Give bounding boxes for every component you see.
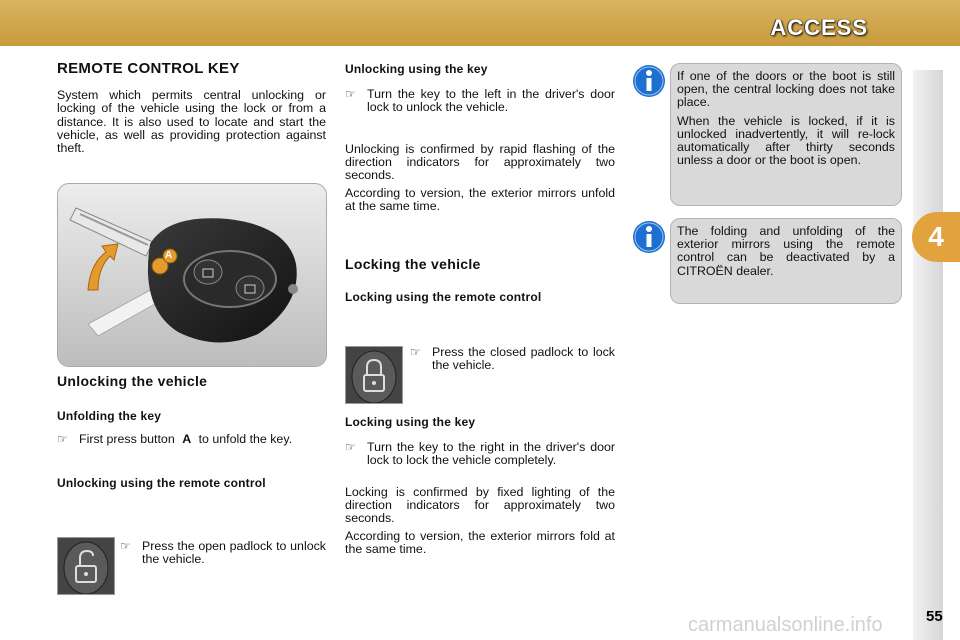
closed-padlock-icon — [345, 346, 403, 404]
chapter-tab[interactable]: 4 — [912, 212, 960, 262]
intro-text: System which permits central unlocking or locking of the vehicle using the lock or from a distance. It is also used to locate and start the vehicle, as well as providing protection against theft. — [57, 88, 326, 156]
key-unlock-heading: Unlocking using the key — [345, 62, 488, 76]
pointing-hand-icon: ☞ — [345, 87, 356, 102]
remote-key-illustration — [58, 184, 326, 366]
lock-confirm-text: Locking is confirmed by fixed lighting of the direction indicators for approximately two seconds. — [345, 484, 615, 526]
locking-heading: Locking the vehicle — [345, 255, 481, 272]
section-title: REMOTE CONTROL KEY — [57, 60, 240, 77]
info-box-central-locking — [670, 63, 902, 206]
pointing-hand-icon: ☞ — [120, 539, 131, 553]
button-a-label: A — [165, 250, 173, 261]
pointing-hand-icon: ☞ — [57, 432, 68, 447]
remote-unlock-instruction: ☞ Press the open padlock to unlock the vehicle. — [120, 539, 326, 567]
info-icon — [632, 64, 666, 98]
info-icon — [632, 220, 666, 254]
header-title: ACCESS — [770, 15, 868, 40]
unlocking-section — [57, 375, 326, 490]
unlocking-heading: Unlocking the vehicle — [57, 373, 208, 389]
mirrors-fold-text: According to version, the exterior mirrors fold at the same time. — [345, 529, 615, 557]
info-central-locking-text: If one of the doors or the boot is still open, the central locking does not take place. — [677, 69, 895, 110]
key-unlock-instruction: ☞ Turn the key to the left in the driver's door lock to unlock the vehicle. — [345, 87, 615, 115]
side-strip — [913, 70, 943, 640]
info-mirrors-text: The folding and unfolding of the exterior mirrors using the remote control can be deactivated by a CITROËN dealer. — [677, 224, 895, 278]
mirrors-unfold-text: According to version, the exterior mirrors unfold at the same time. — [345, 186, 615, 214]
unfold-instruction: ☞ First press button A to unfold the key. — [57, 432, 293, 447]
info-box-mirrors — [670, 218, 902, 304]
key-lock-section — [345, 416, 615, 557]
pointing-hand-icon: ☞ — [345, 440, 356, 455]
page-number: 55 — [926, 608, 943, 625]
open-padlock-icon — [57, 537, 115, 595]
remote-lock-instruction: ☞ Press the closed padlock to lock the vehicle. — [410, 345, 615, 373]
button-a-ref: A — [182, 432, 192, 447]
pointing-hand-icon: ☞ — [410, 345, 421, 359]
left-column — [57, 62, 326, 155]
info-relock-text: When the vehicle is locked, if it is unlocked inadvertently, it will re-lock automatically after thirty seconds unless a door or the boot is open. — [677, 113, 895, 168]
watermark: carmanualsonline.info — [688, 614, 883, 636]
key-lock-heading: Locking using the key — [345, 415, 476, 429]
remote-unlock-heading: Unlocking using the remote control — [57, 475, 266, 490]
middle-column — [345, 63, 615, 304]
unfolding-heading: Unfolding the key — [57, 409, 162, 424]
unlock-confirm-text: Unlocking is confirmed by rapid flashing of the direction indicators for approximately two seconds. — [345, 141, 615, 183]
remote-lock-heading: Locking using the remote control — [345, 289, 542, 304]
key-lock-instruction: ☞ Turn the key to the right in the driver's door lock to lock the vehicle completely. — [345, 440, 615, 468]
key-photo — [57, 183, 327, 367]
